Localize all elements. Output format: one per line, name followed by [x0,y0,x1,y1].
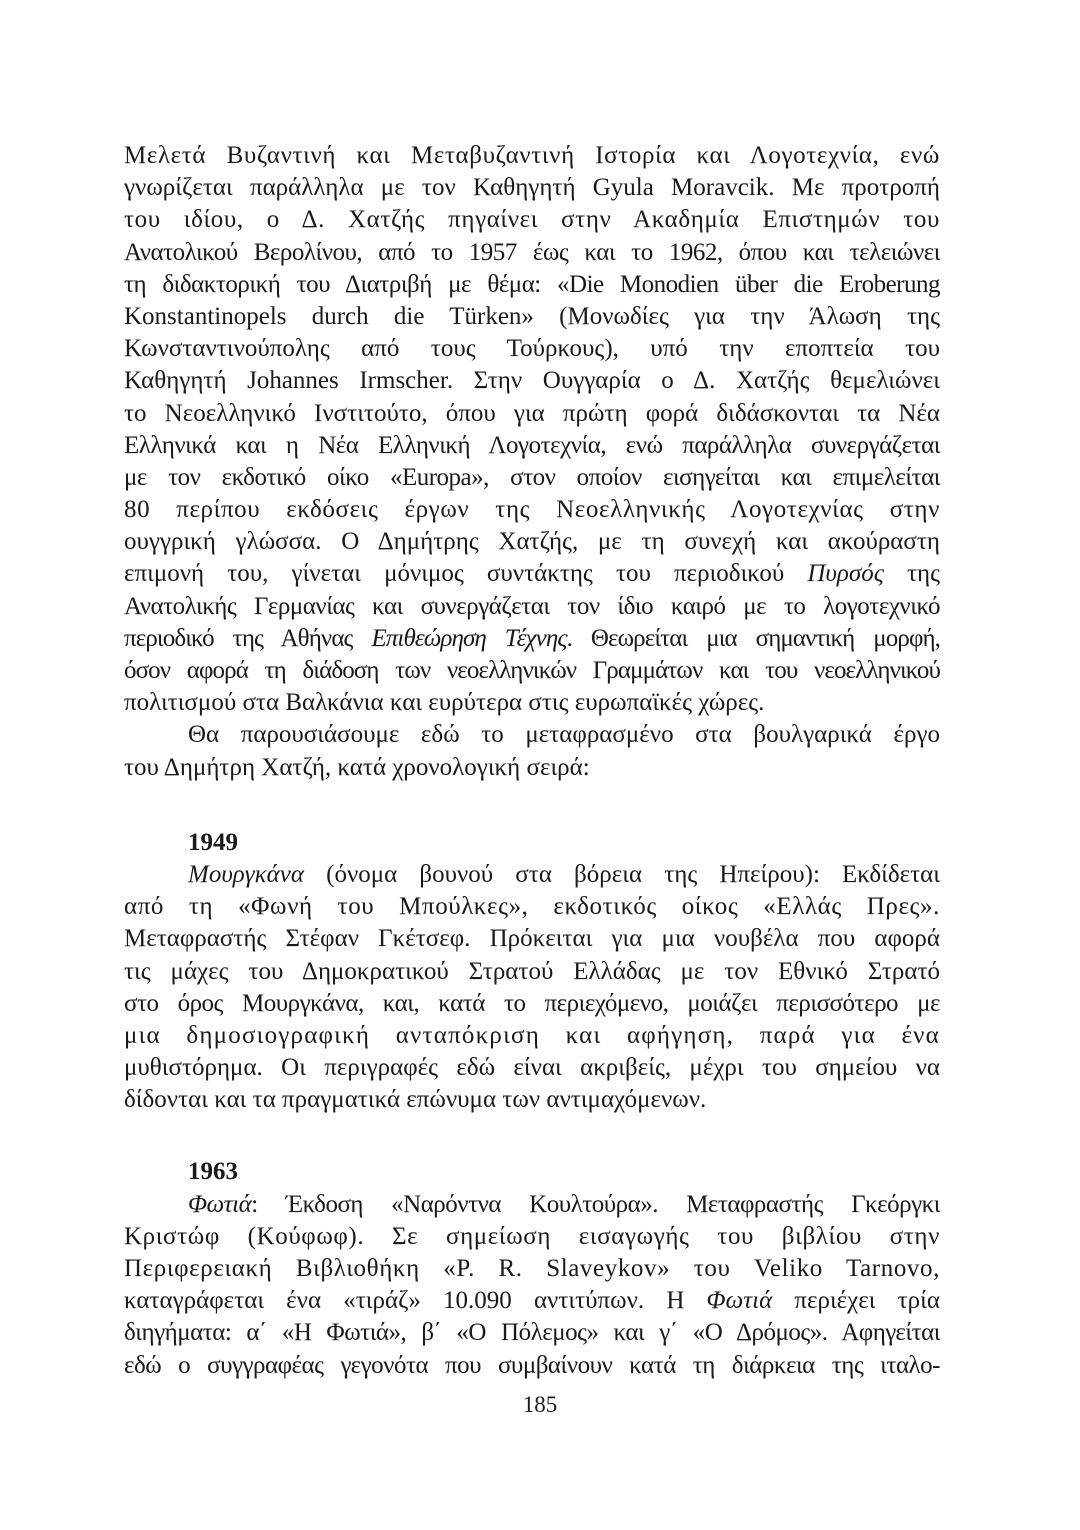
text-segment: της [883,560,940,588]
text-line: του Δημήτρη Χατζή, κατά χρονολογική σειρά: [124,753,590,781]
section-1949 [124,827,940,1117]
text-line: Θα παρουσιάσουμε εδώ το μεταφρασμένο στα βουλγαρικά έργο [188,721,940,749]
text-line: Κωνσταντινούπολης από τους Τούρκους), υπό την εποπτεία του [124,335,940,363]
text-segment: επιμονή του, γίνεται μόνιμος συντάκτης του περιοδικού [124,560,808,588]
text-line: εδώ ο συγγραφέας γεγονότα που συμβαίνουν κατά τη διάρκεια της ιταλο- [124,1351,940,1379]
text-line: στο όρος Μουργκάνα, και, κατά το περιεχόμενο, μοιάζει περισσότερο με [124,989,940,1017]
text-line: Ανατολικού Βερολίνου, από το 1957 έως και το 1962, όπου και τελειώνει [124,238,940,266]
periodical-title: Επιθεώρηση Τέχνης [371,624,567,652]
page-body [124,140,940,1382]
text-line [124,1189,940,1221]
text-line [124,558,940,590]
text-line [124,1285,940,1317]
text-line: το Νεοελληνικό Ινστιτούτο, όπου για πρώτη φορά διδάσκονται τα Νέα [124,399,940,427]
text-line: πολιτισμού στα Βαλκάνια και ευρύτερα στις ευρωπαϊκές χώρες. [124,689,765,717]
paragraph-1 [124,140,940,719]
text-line: του ιδίου, ο Δ. Χατζής πηγαίνει στην Ακαδημία Επιστημών του [124,206,940,234]
text-line [124,859,940,891]
text-line: από τη «Φωνή του Μπούλκες», εκδοτικός οίκος «Ελλάς Πρες». [124,893,940,921]
text-line: Καθηγητή Johannes Irmscher. Στην Ουγγαρία ο Δ. Χατζής θεμελιώνει [124,367,940,395]
text-line: Μελετά Βυζαντινή και Μεταβυζαντινή Ιστορία και Λογοτεχνία, ενώ [124,142,940,169]
text-line: μια δημοσιογραφική ανταπόκριση και αφήγηση, παρά για ένα [124,1021,940,1049]
text-line: Konstantinopels durch die Türken» (Μονωδίες για την Άλωση της [124,302,940,330]
periodical-title: Πυρσός [807,560,884,588]
section-1963 [124,1156,940,1381]
text-line: τη διδακτορική του Διατριβή με θέμα: «Die Monodien über die Eroberung [124,270,940,298]
book-title: Μουργκάνα [188,860,304,888]
text-line: 80 περίπου εκδόσεις έργων της Νεοελληνικής Λογοτεχνίας στην [124,496,940,524]
text-segment: (όνομα βουνού στα βόρεια της Ηπείρου): Εκδίδεται [304,860,940,888]
text-segment: καταγράφεται ένα «τιράζ» 10.090 αντιτύπων. Η [124,1287,707,1315]
text-line: Κριστώφ (Κούφωφ). Σε σημείωση εισαγωγής του βιβλίου στην [124,1222,940,1250]
text-line [124,623,940,655]
year-heading: 1949 [188,828,238,856]
text-line: γνωρίζεται παράλληλα με τον Καθηγητή Gyula Moravcik. Με προτροπή [124,174,940,202]
text-line: με τον εκδοτικό οίκο «Europa», στον οποίον εισηγείται και επιμελείται [124,463,940,491]
text-line: μυθιστόρημα. Οι περιγραφές εδώ είναι ακριβείς, μέχρι του σημείου να [124,1054,940,1082]
text-segment: περιέχει τρία [772,1287,940,1315]
text-line: τις μάχες του Δημοκρατικού Στρατού Ελλάδας με τον Εθνικό Στρατό [124,957,940,985]
text-segment: περιοδικό της Αθήνας [124,624,372,652]
text-line: Περιφερειακή Βιβλιοθήκη «P. R. Slaveykov» του Veliko Tarnovo, [124,1255,940,1282]
page-number: 185 [522,1392,558,1417]
text-line: Ελληνικά και η Νέα Ελληνική Λογοτεχνία, ενώ παράλληλα συνεργάζεται [124,431,940,459]
book-title: Φωτιά [706,1287,773,1315]
text-segment: : Έκδοση «Ναρόντνα Κουλτούρα». Μεταφραστής Γκεόργκι [251,1190,940,1218]
book-title: Φωτιά [188,1190,252,1218]
text-line: όσον αφορά τη διάδοση των νεοελληνικών Γραμμάτων και του νεοελληνικού [124,657,940,684]
text-line: δίδονται και τα πραγματικά επώνυμα των αντιμαχόμενων. [124,1086,707,1114]
text-line: ουγγρική γλώσσα. Ο Δημήτρης Χατζής, με τη συνεχή και ακούραστη [124,528,940,556]
year-heading: 1963 [188,1158,238,1186]
text-segment: . Θεωρείται μια σημαντική μορφή, [566,624,940,652]
text-line: Μεταφραστής Στέφαν Γκέτσεφ. Πρόκειται για μια νουβέλα που αφορά [124,925,940,953]
text-line: Ανατολικής Γερμανίας και συνεργάζεται τον ίδιο καιρό με το λογοτεχνικό [124,592,940,620]
text-line: διηγήματα: α΄ «Η Φωτιά», β΄ «Ο Πόλεμος» και γ΄ «Ο Δρόμος». Αφηγείται [124,1319,940,1347]
paragraph-2 [124,719,940,783]
